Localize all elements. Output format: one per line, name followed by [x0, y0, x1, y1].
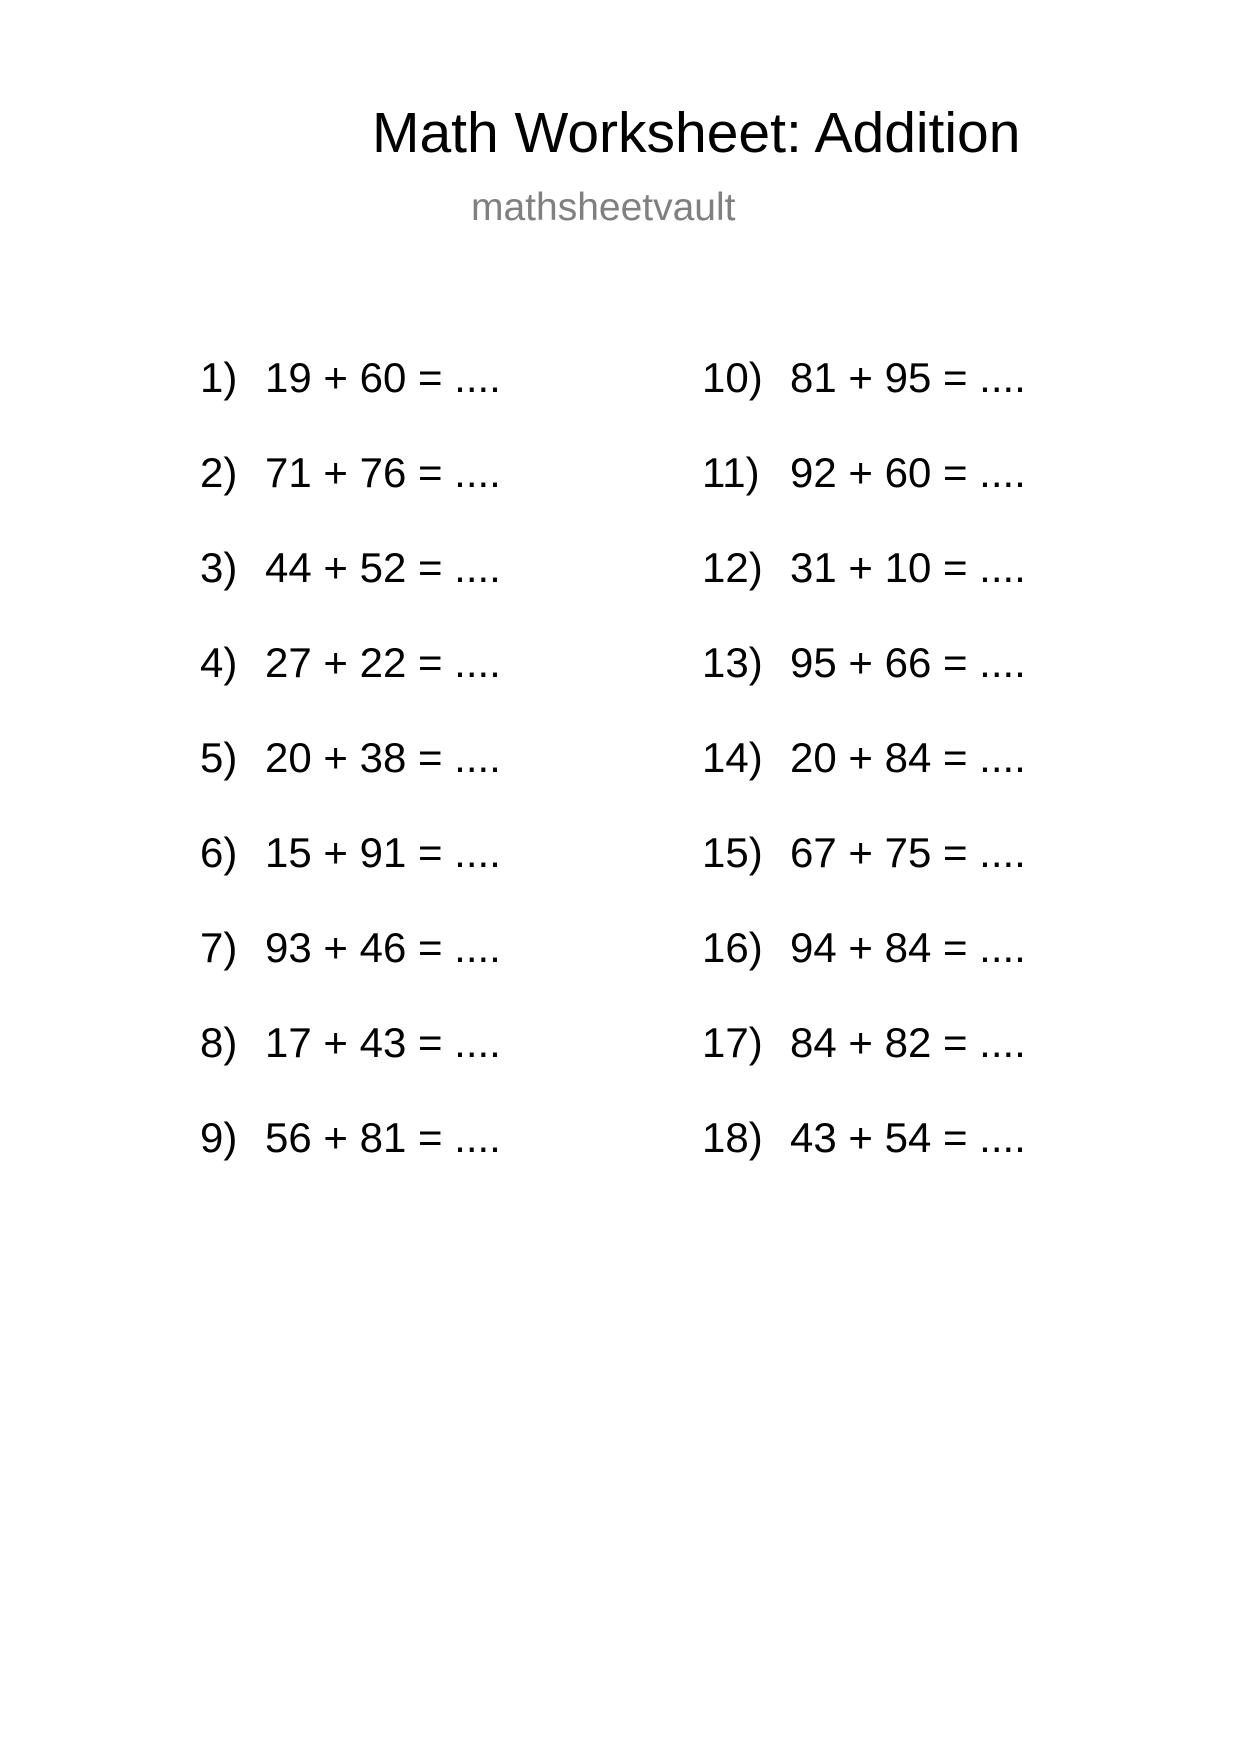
problem-expression: 20 + 38 = ....: [265, 734, 501, 781]
problem-expression: 44 + 52 = ....: [265, 544, 501, 591]
problem-expression: 84 + 82 = ....: [790, 1019, 1026, 1066]
problem-number: 1): [200, 354, 238, 401]
problem-number: 4): [200, 639, 238, 686]
problem-item: [702, 925, 1162, 1020]
problem-number: 17): [702, 1019, 763, 1066]
problem-expression: 95 + 66 = ....: [790, 639, 1026, 686]
problem-item: [200, 1020, 660, 1115]
problem-expression: 94 + 84 = ....: [790, 924, 1026, 971]
problem-expression: 20 + 84 = ....: [790, 734, 1026, 781]
problem-item: [200, 735, 660, 830]
problem-item: [200, 830, 660, 925]
problem-expression: 15 + 91 = ....: [265, 829, 501, 876]
problem-item: [702, 1020, 1162, 1115]
problem-number: 2): [200, 449, 238, 496]
problem-item: [702, 355, 1162, 450]
problem-item: [702, 545, 1162, 640]
problem-expression: 43 + 54 = ....: [790, 1114, 1026, 1161]
problem-number: 13): [702, 639, 763, 686]
problem-expression: 17 + 43 = ....: [265, 1019, 501, 1066]
problem-item: [200, 355, 660, 450]
problem-expression: 93 + 46 = ....: [265, 924, 501, 971]
problem-number: 3): [200, 544, 238, 591]
problem-number: 9): [200, 1114, 238, 1161]
problem-expression: 19 + 60 = ....: [265, 354, 501, 401]
problem-number: 7): [200, 924, 238, 971]
problem-item: [200, 925, 660, 1020]
problem-number: 16): [702, 924, 763, 971]
problem-item: [200, 1115, 660, 1210]
problem-number: 10): [702, 354, 763, 401]
problem-item: [702, 830, 1162, 925]
problem-item: [200, 545, 660, 640]
problems-right-column: [702, 355, 1162, 1210]
problem-item: [702, 450, 1162, 545]
page-title: Math Worksheet: Addition: [372, 101, 1021, 165]
problem-expression: 92 + 60 = ....: [790, 449, 1026, 496]
problem-number: 14): [702, 734, 763, 781]
problem-number: 15): [702, 829, 763, 876]
problem-item: [200, 640, 660, 735]
problem-item: [200, 450, 660, 545]
problem-number: 18): [702, 1114, 763, 1161]
problem-expression: 81 + 95 = ....: [790, 354, 1026, 401]
problem-number: 12): [702, 544, 763, 591]
page-subtitle: mathsheetvault: [471, 186, 736, 229]
problem-item: [702, 640, 1162, 735]
problem-expression: 67 + 75 = ....: [790, 829, 1026, 876]
problem-item: [702, 1115, 1162, 1210]
problem-expression: 27 + 22 = ....: [265, 639, 501, 686]
problem-number: 5): [200, 734, 238, 781]
problem-number: 11): [702, 449, 760, 496]
problem-expression: 71 + 76 = ....: [265, 449, 501, 496]
problem-item: [702, 735, 1162, 830]
problem-number: 6): [200, 829, 238, 876]
problems-left-column: [200, 355, 660, 1210]
problem-expression: 31 + 10 = ....: [790, 544, 1026, 591]
problem-number: 8): [200, 1019, 238, 1066]
problem-expression: 56 + 81 = ....: [265, 1114, 501, 1161]
